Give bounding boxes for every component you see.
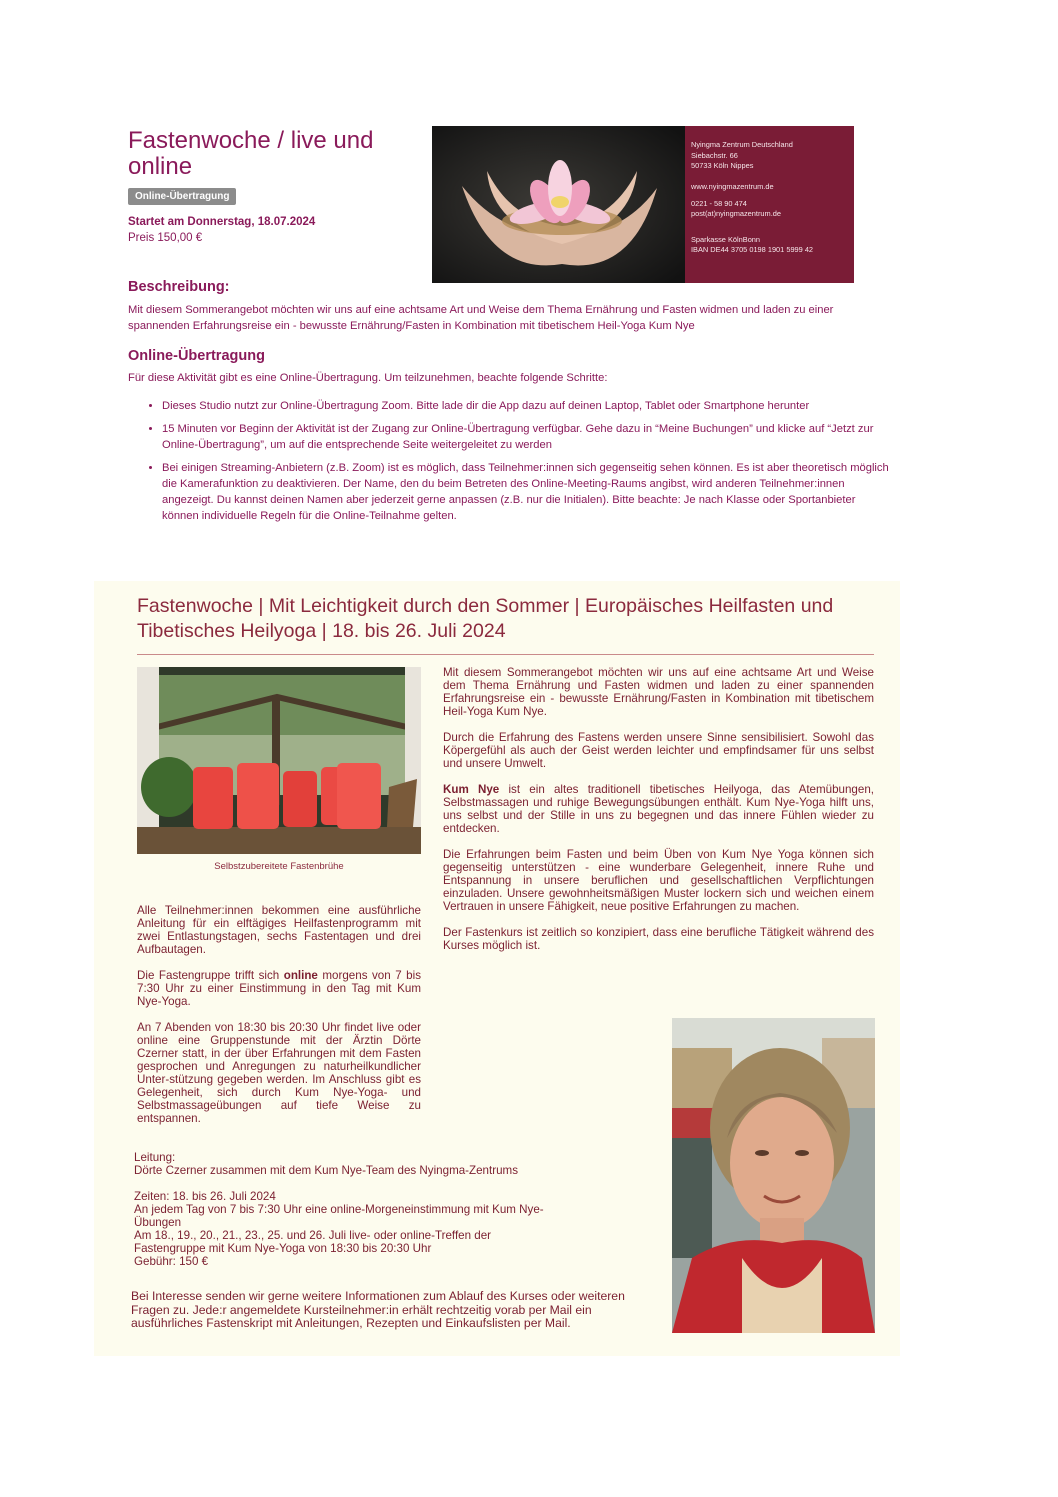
zeiten-section — [134, 1190, 554, 1268]
list-item: • 15 Minuten vor Beginn der Aktivität ist der Zugang zur Online-Übertragung verfügbar. Gehe dazu in “Meine Buchungen” und klicke auf “Jetzt zur Online-Übertragung”, um auf die entsprechende Seite weitergeleitet zu werden — [162, 421, 892, 453]
portrait-photo — [672, 1018, 875, 1333]
zeiten-morning: An jedem Tag von 7 bis 7:30 Uhr eine online-Morgeneinstimmung mit Kum Nye-Übungen — [134, 1203, 544, 1229]
paragraph: Kum Nye ist ein altes traditionell tibetisches Heilyoga, das Atemübungen, Selbstmassagen und ruhige Bewegungsübungen enthält. Kum Nye-Yoga hilft uns, uns selbst und der Stille in uns zu begegnen und das innere Fühlen wieder zu entdecken. — [443, 783, 874, 835]
paragraph: Die Erfahrungen beim Fasten und beim Üben von Kum Nye Yoga können sich gegenseitig unterstützen - eine wunderbare Gelegenheit, innere Ruhe und Entspannung in unsere beruflichen und gesellschaftlichen Verpflichtungen einzuladen. Unsere gewohnheitsmäßigen Muster lockern sich und weichen einem Vertrauen in unsere Fähigkeit, neue positive Erfahrungen zu machen. — [443, 848, 874, 913]
org-website[interactable]: www.nyingmazentrum.de — [691, 182, 774, 191]
lotus-hands-image — [432, 126, 685, 283]
paragraph: Der Fastenkurs ist zeitlich so konzipiert, dass eine berufliche Tätigkeit während des Kurses möglich ist. — [443, 926, 874, 952]
paragraph: Alle Teilnehmer:innen bekommen eine ausführliche Anleitung für ein elftägiges Heilfastenprogramm mit zwei Entlastungstagen, sechs Fastentagen und drei Aufbautagen. — [137, 904, 421, 956]
paragraph: An 7 Abenden von 18:30 bis 20:30 Uhr findet live oder online eine Gruppenstunde mit der Ärztin Dörte Czerner statt, in der über Erfahrungen mit dem Fasten gesprochen und Anregungen zu naturheilkundlicher Unter-stützung gegeben werden. Im Anschluss gibt es Gelegenheit, sich durch Kum Nye-Yoga- und Selbstmassageübungen auf tiefe Weise zu entspannen. — [137, 1021, 421, 1125]
org-iban: IBAN DE44 3705 0198 1901 5999 42 — [691, 245, 814, 254]
photo-caption: Selbstzubereitete Fastenbrühe — [214, 861, 344, 872]
online-steps-list — [128, 398, 892, 531]
leitung-label: Leitung: — [134, 1151, 176, 1164]
list-item: • Dieses Studio nutzt zur Online-Übertragung Zoom. Bitte lade dir die App dazu auf deinen Laptop, Tablet oder Smartphone herunter — [162, 398, 892, 414]
kum-nye-term: Kum Nye — [443, 783, 500, 796]
paragraph: Durch die Erfahrung des Fastens werden unsere Sinne sensibilisiert. Sowohl das Köpergefühl als auch der Geist werden leichter und empfindsamer für uns selbst und unsere Umwelt. — [443, 731, 874, 770]
fee: Gebühr: 150 € — [134, 1255, 209, 1268]
org-city: 50733 Köln Nippes — [691, 161, 754, 170]
org-email[interactable]: post(at)nyingmazentrum.de — [691, 209, 781, 218]
online-heading: Online-Übertragung — [128, 348, 265, 364]
org-street: Siebachstr. 66 — [691, 150, 738, 160]
leitung-text: Dörte Czerner zusammen mit dem Kum Nye-Team des Nyingma-Zentrums — [134, 1164, 518, 1177]
description-text: Mit diesem Sommerangebot möchten wir uns auf eine achtsame Art und Weise dem Thema Ernährung und Fasten widmen und laden zu einer spannenden Erfahrungsreise ein - bewusste Ernährung/Fasten in Kombination mit tibetischem Heil-Yoga Kum Nye — [128, 304, 834, 332]
list-item: • Bei einigen Streaming-Anbietern (z.B. Zoom) ist es möglich, dass Teilnehmer:innen sich gegenseitig sehen können. Es ist aber theoretisch möglich die Kamerafunktion zu deaktivieren. Der Name, den du beim Betreten des Online-Meeting-Raums angibst, wird anderen Teilnehmer:innen angezeigt. Du kannst deinen Namen aber jederzeit gerne anpassen (z.B. nur die Initialen). Bitte beachte: Je nach Klasse oder Sportanbieter können individuelle Regeln für die Online-Teilnahme gelten. — [162, 460, 892, 524]
description-heading: Beschreibung: — [128, 279, 230, 295]
org-bank: Sparkasse KölnBonn — [691, 234, 761, 244]
zeiten-label: Zeiten: 18. bis 26. Juli 2024 — [134, 1190, 276, 1203]
contact-info-box — [685, 126, 854, 283]
online-badge: Online-Übertragung — [128, 188, 236, 205]
start-date: Startet am Donnerstag, 18.07.2024 — [128, 216, 316, 228]
interest-paragraph: Bei Interesse senden wir gerne weitere Informationen zum Ablauf des Kurses oder weiteren Fragen zu. Jede:r angemeldete Kursteilnehmer:in erhält rechtzeitig vorab per Mail ein ausführliches Fastenskript mit Anleitungen, Rezepten und Einkaufslisten per Mail. — [131, 1289, 625, 1331]
page-title: Fastenwoche / live und online — [128, 127, 374, 180]
zeiten-evening: Am 18., 19., 20., 21., 23., 25. und 26. Juli live- oder online-Treffen der Fastengruppe mit Kum Nye-Yoga von 18:30 bis 20:30 Uhr — [134, 1229, 492, 1255]
flyer-left-column — [137, 904, 421, 1138]
flyer-title: Fastenwoche | Mit Leichtigkeit durch den Sommer | Europäisches Heilfasten und Tibetisches Heilyoga | 18. bis 26. Juli 2024 — [137, 595, 834, 642]
leitung-block — [134, 1151, 554, 1281]
org-phone: 0221 - 58 90 474 — [691, 198, 747, 208]
price: Preis 150,00 € — [128, 232, 203, 244]
leitung-section — [134, 1151, 554, 1177]
flyer-right-column — [443, 666, 874, 965]
online-intro: Für diese Aktivität gibt es eine Online-Übertragung. Um teilzunehmen, beachte folgende Schritte: — [128, 372, 608, 384]
jars-photo — [137, 667, 421, 854]
paragraph: Mit diesem Sommerangebot möchten wir uns auf eine achtsame Art und Weise dem Thema Ernährung und Fasten widmen und laden zu einer spannenden Erfahrungsreise ein - bewusste Ernährung/Fasten in Kombination mit tibetischem Heil-Yoga Kum Nye. — [443, 666, 874, 718]
divider — [137, 654, 874, 655]
paragraph: Die Fastengruppe trifft sich online morgens von 7 bis 7:30 Uhr zu einer Einstimmung in den Tag mit Kum Nye-Yoga. — [137, 969, 421, 1008]
org-name: Nyingma Zentrum Deutschland — [691, 140, 793, 149]
